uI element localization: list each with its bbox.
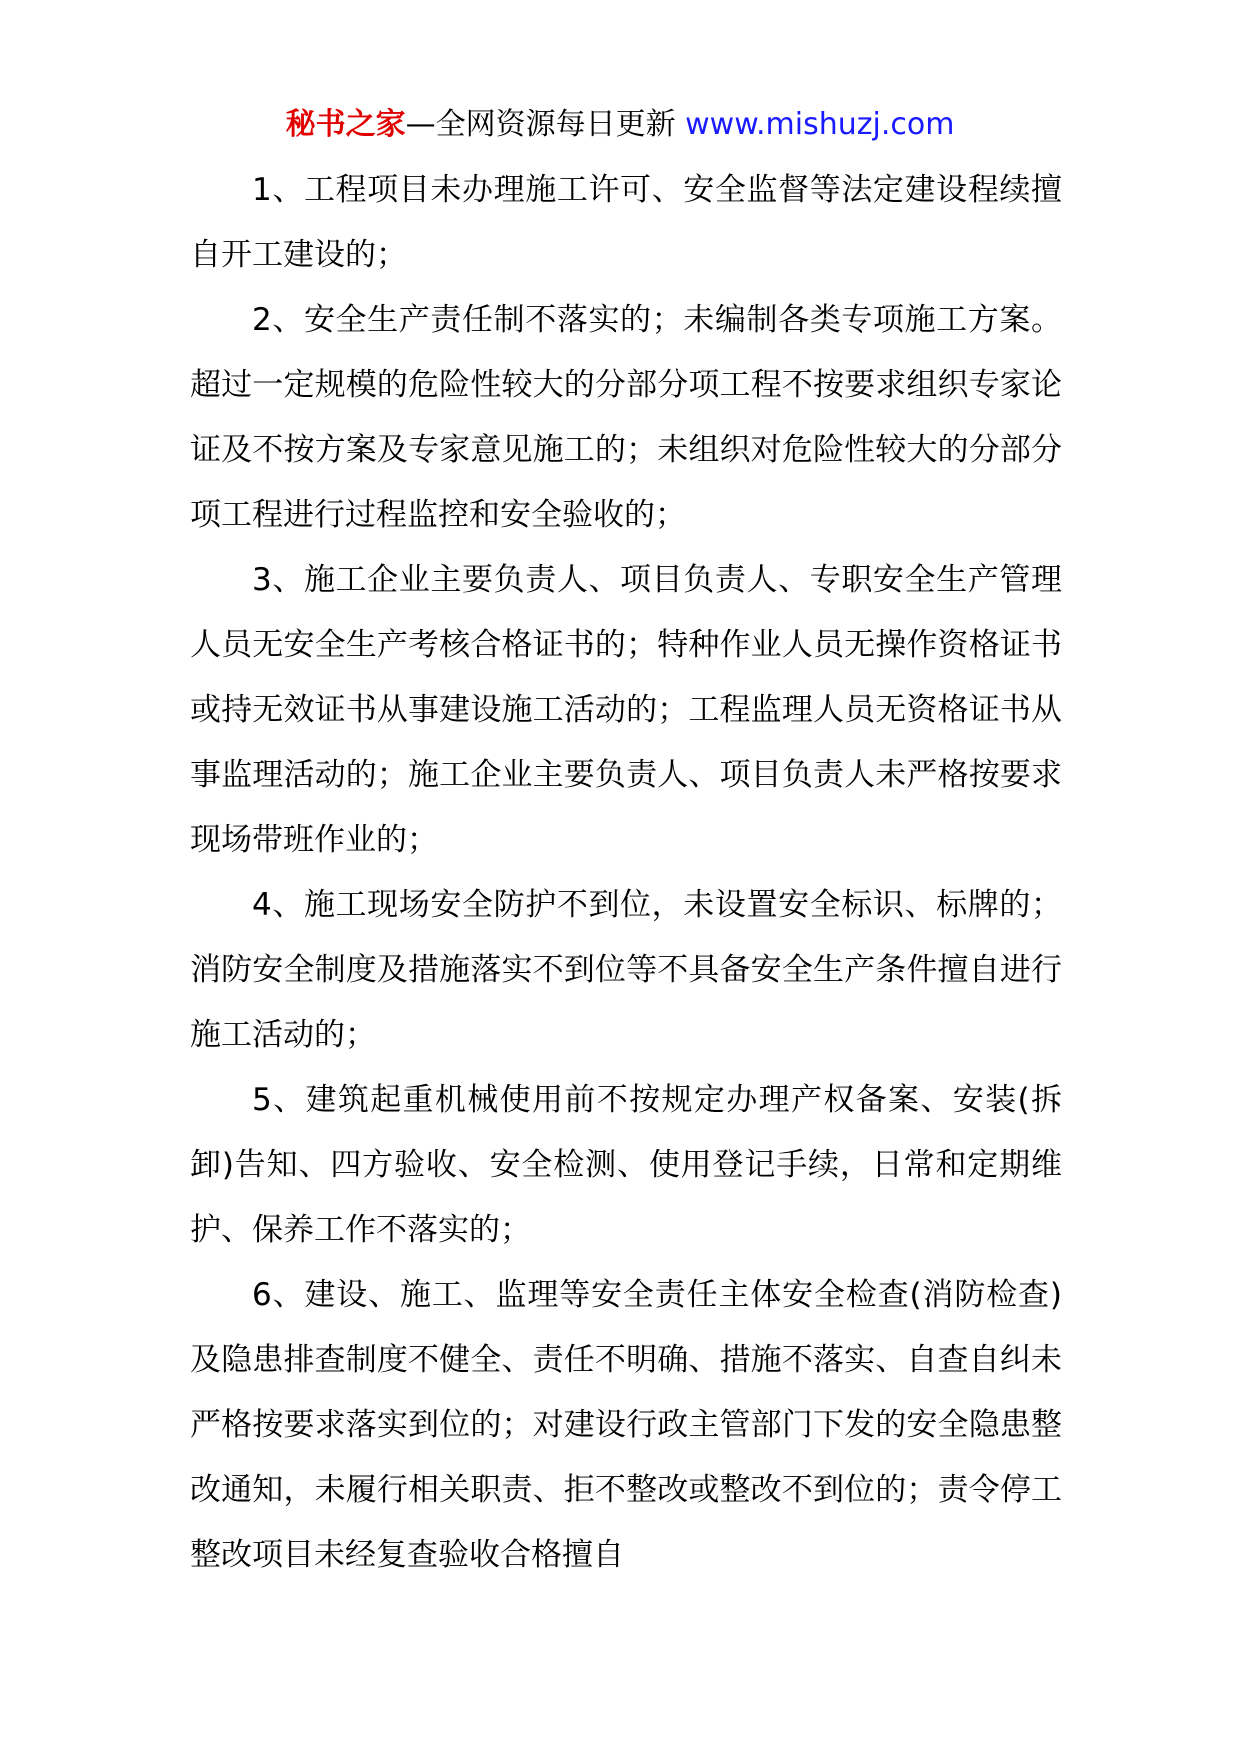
paragraph-3: 3、施工企业主要负责人、项目负责人、专职安全生产管理人员无安全生产考核合格证书的；特种作业人员无操作资格证书或持无效证书从事建设施工活动的；工程监理人员无资格证书从事监理活动的；施工企业主要负责人、项目负责人未严格按要求现场带班作业的； (190, 562, 1062, 858)
paragraph-6: 6、建设、施工、监理等安全责任主体安全检查(消防检查)及隐患排查制度不健全、责任不明确、措施不落实、自查自纠未严格按要求落实到位的；对建设行政主管部门下发的安全隐患整改通知，未履行相关职责、拒不整改或整改不到位的；责令停工整改项目未经复查验收合格擅自 (190, 1277, 1062, 1573)
site-url[interactable]: www.mishuzj.com (685, 107, 955, 142)
document-body (190, 158, 1062, 1588)
brand-name: 秘书之家 (285, 107, 406, 142)
paragraph-2: 2、安全生产责任制不落实的；未编制各类专项施工方案。超过一定规模的危险性较大的分部分项工程不按要求组织专家论证及不按方案及专家意见施工的；未组织对危险性较大的分部分项工程进行过程监控和安全验收的； (190, 302, 1062, 533)
paragraph-4: 4、施工现场安全防护不到位，未设置安全标识、标牌的；消防安全制度及措施落实不到位等不具备安全生产条件擅自进行施工活动的； (190, 887, 1062, 1053)
paragraph-5: 5、建筑起重机械使用前不按规定办理产权备案、安装(拆卸)告知、四方验收、安全检测、使用登记手续，日常和定期维护、保养工作不落实的； (190, 1082, 1062, 1248)
page-header (0, 100, 1240, 150)
paragraph-1: 1、工程项目未办理施工许可、安全监督等法定建设程续擅自开工建设的； (190, 172, 1062, 273)
header-tagline: —全网资源每日更新 (405, 107, 686, 142)
